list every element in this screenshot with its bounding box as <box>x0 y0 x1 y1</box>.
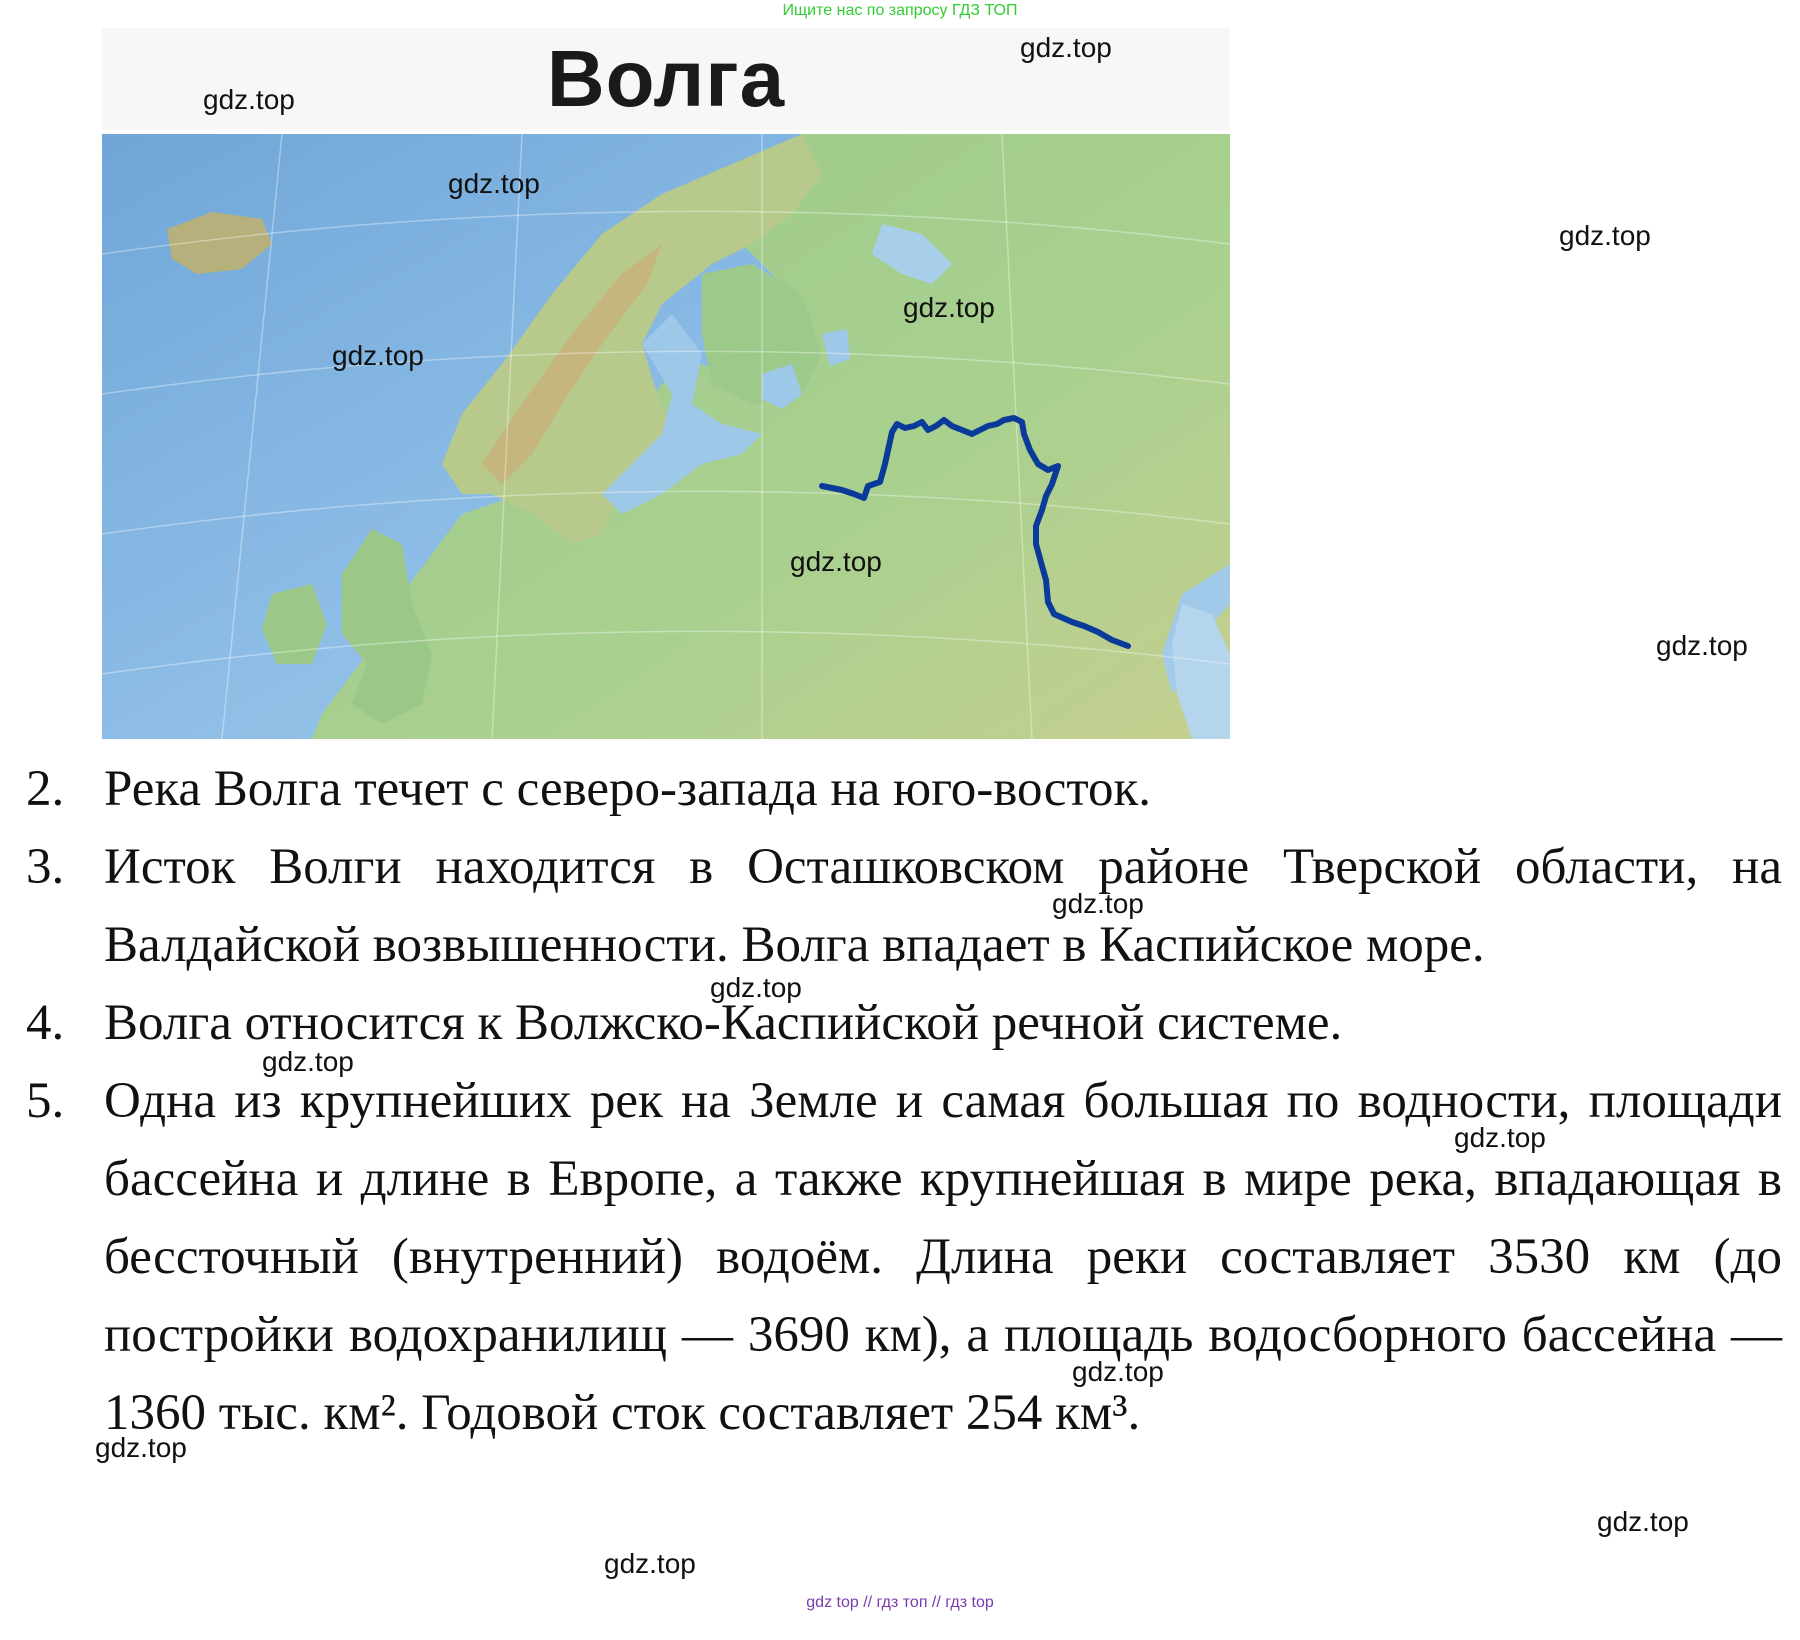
watermark: gdz.top <box>604 1548 696 1579</box>
volga-map <box>102 134 1230 739</box>
list-item <box>26 1062 1782 1452</box>
item-text: Исток Волги находится в Осташковском районе Тверской области, на Валдайской возвышенности. Волга впадает в Каспийское море. <box>104 839 1782 973</box>
watermark: gdz.top <box>332 340 424 371</box>
item-number: 4. <box>26 995 65 1051</box>
watermark: gdz.top <box>1072 1356 1164 1387</box>
watermark: gdz.top <box>790 546 882 577</box>
footer-banner: gdz top // гдз топ // гдз top <box>806 1594 994 1611</box>
list-item <box>26 828 1782 984</box>
watermark: gdz.top <box>1020 32 1112 63</box>
watermark: gdz.top <box>1656 630 1748 661</box>
list-item <box>26 750 1782 828</box>
item-number: 2. <box>26 761 65 817</box>
item-text: Одна из крупнейших рек на Земле и самая большая по водности, площади бассейна и длине в Европе, а также крупнейшая в мире река, впадающая в бессточный (внутренний) водоём. Длина реки составляет 3530 км (до постройки водохранилищ — 3690 км), а площадь водосборного бассейна — 1360 тыс. км². Годовой сток составляет 254 км³. <box>104 1073 1782 1441</box>
answers-list <box>26 750 1782 1452</box>
watermark: gdz.top <box>1454 1122 1546 1153</box>
watermark: gdz.top <box>262 1046 354 1077</box>
watermark: gdz.top <box>203 84 295 115</box>
watermark: gdz.top <box>1052 888 1144 919</box>
map-title: Волга <box>102 28 1230 130</box>
watermark: gdz.top <box>903 292 995 323</box>
watermark: gdz.top <box>95 1432 187 1463</box>
watermark: gdz.top <box>1559 220 1651 251</box>
watermark: gdz.top <box>1597 1506 1689 1537</box>
top-banner: Ищите нас по запросу ГДЗ ТОП <box>782 2 1018 19</box>
item-number: 3. <box>26 839 65 895</box>
item-number: 5. <box>26 1073 65 1129</box>
watermark: gdz.top <box>710 972 802 1003</box>
watermark: gdz.top <box>448 168 540 199</box>
item-text: Река Волга течет с северо-запада на юго-восток. <box>104 761 1152 817</box>
item-text: Волга относится к Волжско-Каспийской речной системе. <box>104 995 1343 1051</box>
